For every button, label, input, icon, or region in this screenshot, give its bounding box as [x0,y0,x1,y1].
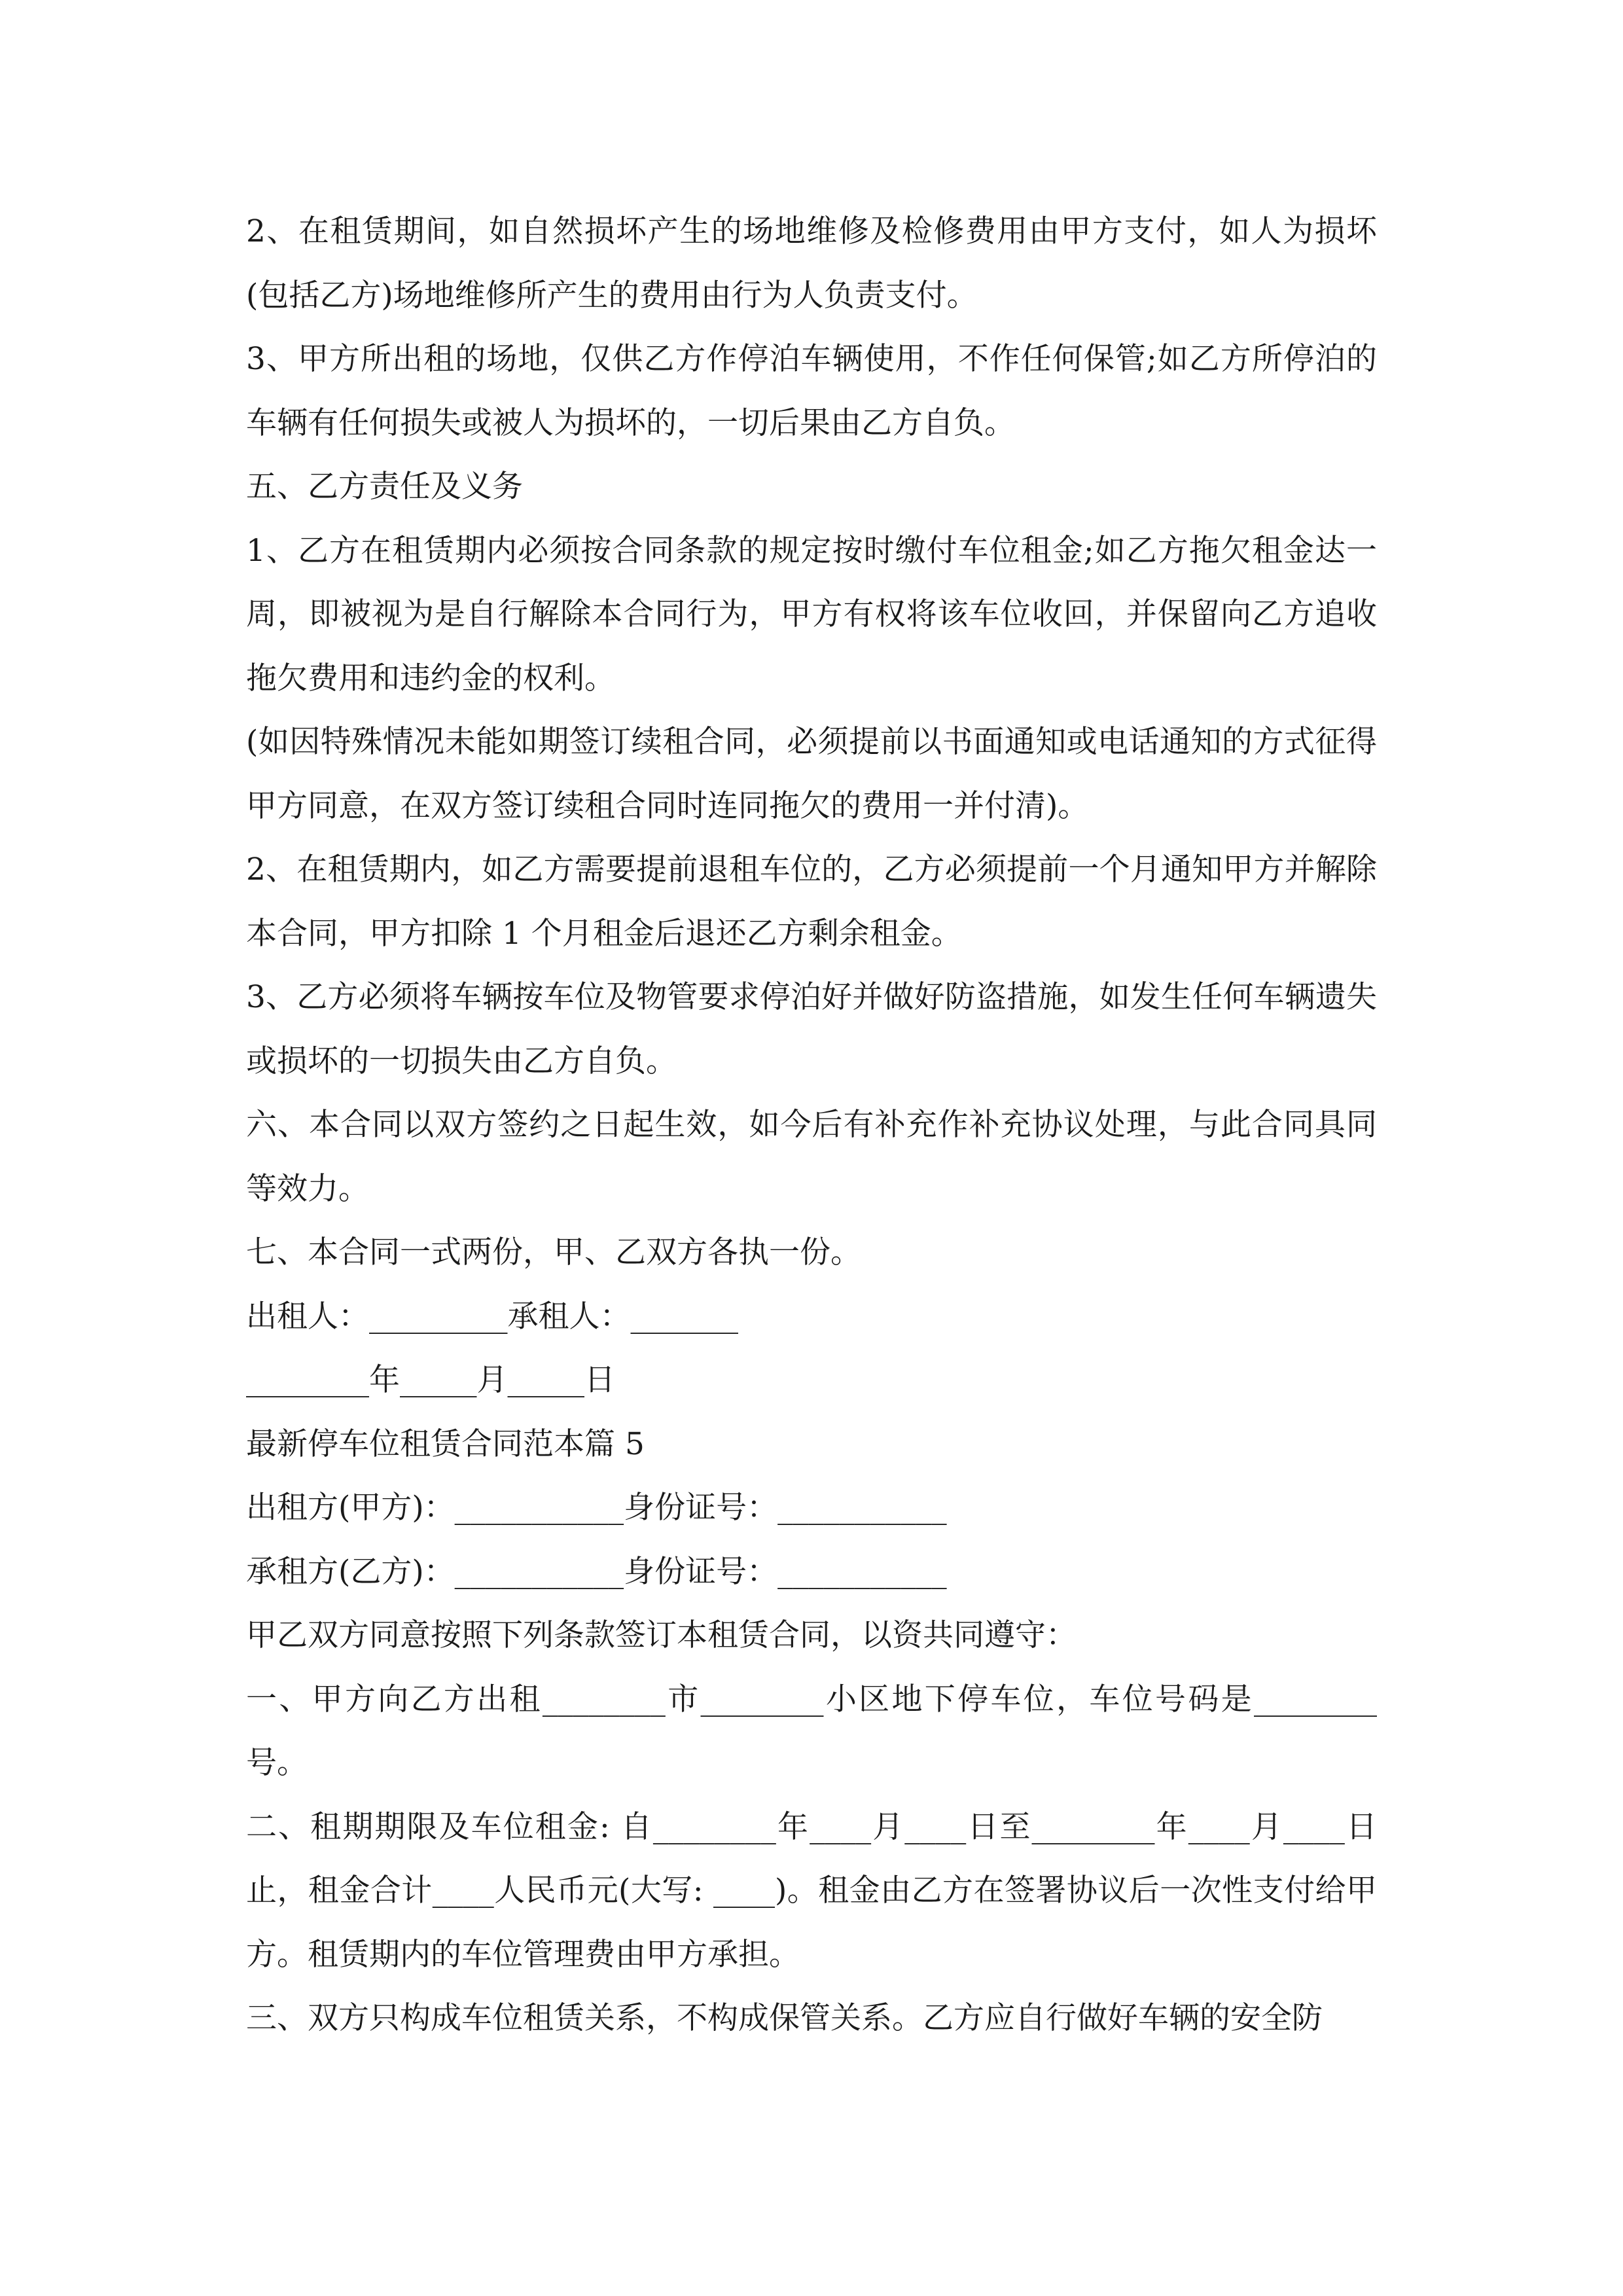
section-heading-lessee-duties: 五、乙方责任及义务 [246,469,523,505]
paragraph-rent-payment: 1、乙方在租赁期内必须按合同条款的规定按时缴付车位租金;如乙方拖欠租金达一周，即被视为是自行解除本合同行为，甲方有权将该车位收回，并保留向乙方追收拖欠费用和违约金的权利。 [246,532,1377,696]
party-line-lessee: 承租方(乙方)：___________身份证号：___________ [246,1553,947,1590]
clause-two-term-and-rent: 二、租期期限及车位租金: 自________年____月____日至________年____月____日止，租金合计____人民币元(大写: ____)。租金由乙方在签署协议后一次性支付给甲方。租赁期内的车位管理费由甲方承担。 [246,1808,1377,1973]
paragraph-effective-date: 六、本合同以双方签约之日起生效，如今后有补充作补充协议处理，与此合同具同等效力。 [246,1107,1377,1207]
clause-three-relationship: 三、双方只构成车位租赁关系，不构成保管关系。乙方应自行做好车辆的安全防 [246,2000,1323,2036]
party-line-lessor: 出租方(甲方)：___________身份证号：___________ [246,1490,947,1526]
section-title-template-5: 最新停车位租赁合同范本篇 5 [246,1426,645,1462]
paragraph-copies: 七、本合同一式两份，甲、乙双方各执一份。 [246,1234,861,1270]
clause-one-parking-location: 一、甲方向乙方出租________市________小区地下停车位，车位号码是________号。 [246,1681,1377,1781]
paragraph-vehicle-security: 3、乙方必须将车辆按车位及物管要求停泊好并做好防盗措施，如发生任何车辆遗失或损坏的一切损失由乙方自负。 [246,979,1377,1079]
paragraph-damage-repair: 2、在租赁期间，如自然损坏产生的场地维修及检修费用由甲方支付，如人为损坏(包括乙方)场地维修所产生的费用由行为人负责支付。 [246,213,1377,314]
signature-date-line: ________年_____月_____日 [246,1362,615,1398]
document-body [246,200,1377,2051]
paragraph-parking-use: 3、甲方所出租的场地，仅供乙方作停泊车辆使用，不作任何保管;如乙方所停泊的车辆有任何损失或被人为损坏的，一切后果由乙方自负。 [246,341,1377,441]
paragraph-early-termination: 2、在租赁期内，如乙方需要提前退租车位的，乙方必须提前一个月通知甲方并解除本合同，甲方扣除 1 个月租金后退还乙方剩余租金。 [246,852,1377,952]
paragraph-renewal-note: (如因特殊情况未能如期签订续租合同，必须提前以书面通知或电话通知的方式征得甲方同意，在双方签订续租合同时连同拖欠的费用一并付清)。 [246,724,1377,824]
paragraph-agreement-intro: 甲乙双方同意按照下列条款签订本租赁合同，以资共同遵守： [246,1617,1077,1653]
signature-line-parties: 出租人：_________承租人：_______ [246,1298,738,1335]
